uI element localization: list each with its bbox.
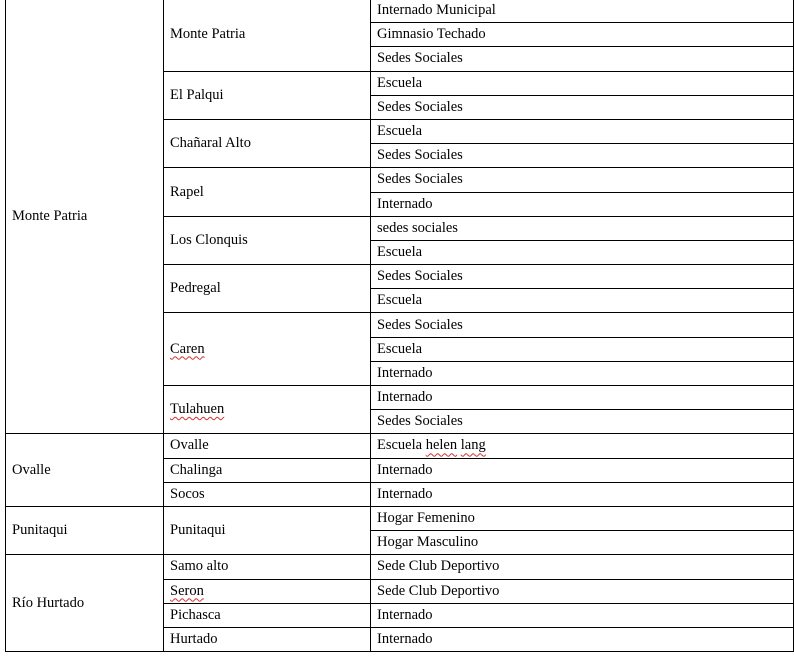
locality-cell: Hurtado (164, 627, 371, 651)
locality-cell (164, 579, 371, 603)
venue-text-prefix: Escuela (377, 437, 426, 454)
venue-cell: Escuela (371, 289, 794, 313)
venue-cell: Sedes Sociales (371, 265, 794, 289)
venue-cell: Internado (371, 627, 794, 651)
venue-cell (371, 434, 794, 458)
venue-cell: Escuela (371, 119, 794, 143)
locality-text-seron: Seron (170, 582, 204, 599)
locality-cell: Rapel (164, 168, 371, 216)
venue-cell: Sede Club Deportivo (371, 579, 794, 603)
venue-cell: Sedes Sociales (371, 47, 794, 71)
table-row (6, 0, 794, 23)
venue-cell: Sede Club Deportivo (371, 555, 794, 579)
venue-cell: Escuela (371, 71, 794, 95)
table-row (6, 506, 794, 530)
venue-cell: Internado (371, 361, 794, 385)
venue-cell: Gimnasio Techado (371, 23, 794, 47)
venue-cell: Internado Municipal (371, 0, 794, 23)
locality-cell (164, 313, 371, 386)
venue-cell: Internado (371, 192, 794, 216)
shelters-table (5, 0, 794, 652)
locality-cell: Pedregal (164, 265, 371, 313)
locality-text-tulahuen: Tulahuen (170, 401, 225, 418)
venue-cell: sedes sociales (371, 216, 794, 240)
locality-cell: Punitaqui (164, 506, 371, 554)
venue-cell: Internado (371, 482, 794, 506)
locality-cell: Ovalle (164, 434, 371, 458)
table-row (6, 434, 794, 458)
venue-cell: Escuela (371, 240, 794, 264)
venue-text-lang: lang (460, 437, 486, 454)
region-cell: Río Hurtado (6, 555, 164, 652)
region-cell: Punitaqui (6, 506, 164, 554)
venue-cell: Sedes Sociales (371, 168, 794, 192)
locality-cell (164, 386, 371, 434)
locality-cell: Chalinga (164, 458, 371, 482)
venue-cell: Sedes Sociales (371, 313, 794, 337)
venue-cell: Internado (371, 386, 794, 410)
region-cell: Ovalle (6, 434, 164, 507)
table-row (6, 555, 794, 579)
locality-cell: Monte Patria (164, 0, 371, 71)
locality-cell: El Palqui (164, 71, 371, 119)
venue-cell: Sedes Sociales (371, 144, 794, 168)
locality-cell: Chañaral Alto (164, 119, 371, 167)
venue-cell: Internado (371, 458, 794, 482)
venue-text-helen: helen (425, 437, 458, 454)
locality-cell: Pichasca (164, 603, 371, 627)
venue-cell: Sedes Sociales (371, 410, 794, 434)
venue-cell: Sedes Sociales (371, 95, 794, 119)
venue-cell: Hogar Femenino (371, 506, 794, 530)
locality-text-caren: Caren (170, 340, 205, 357)
venue-cell: Escuela (371, 337, 794, 361)
region-cell: Monte Patria (6, 0, 164, 434)
locality-cell: Samo alto (164, 555, 371, 579)
locality-cell: Los Clonquis (164, 216, 371, 264)
venue-cell: Hogar Masculino (371, 531, 794, 555)
venue-cell: Internado (371, 603, 794, 627)
locality-cell: Socos (164, 482, 371, 506)
